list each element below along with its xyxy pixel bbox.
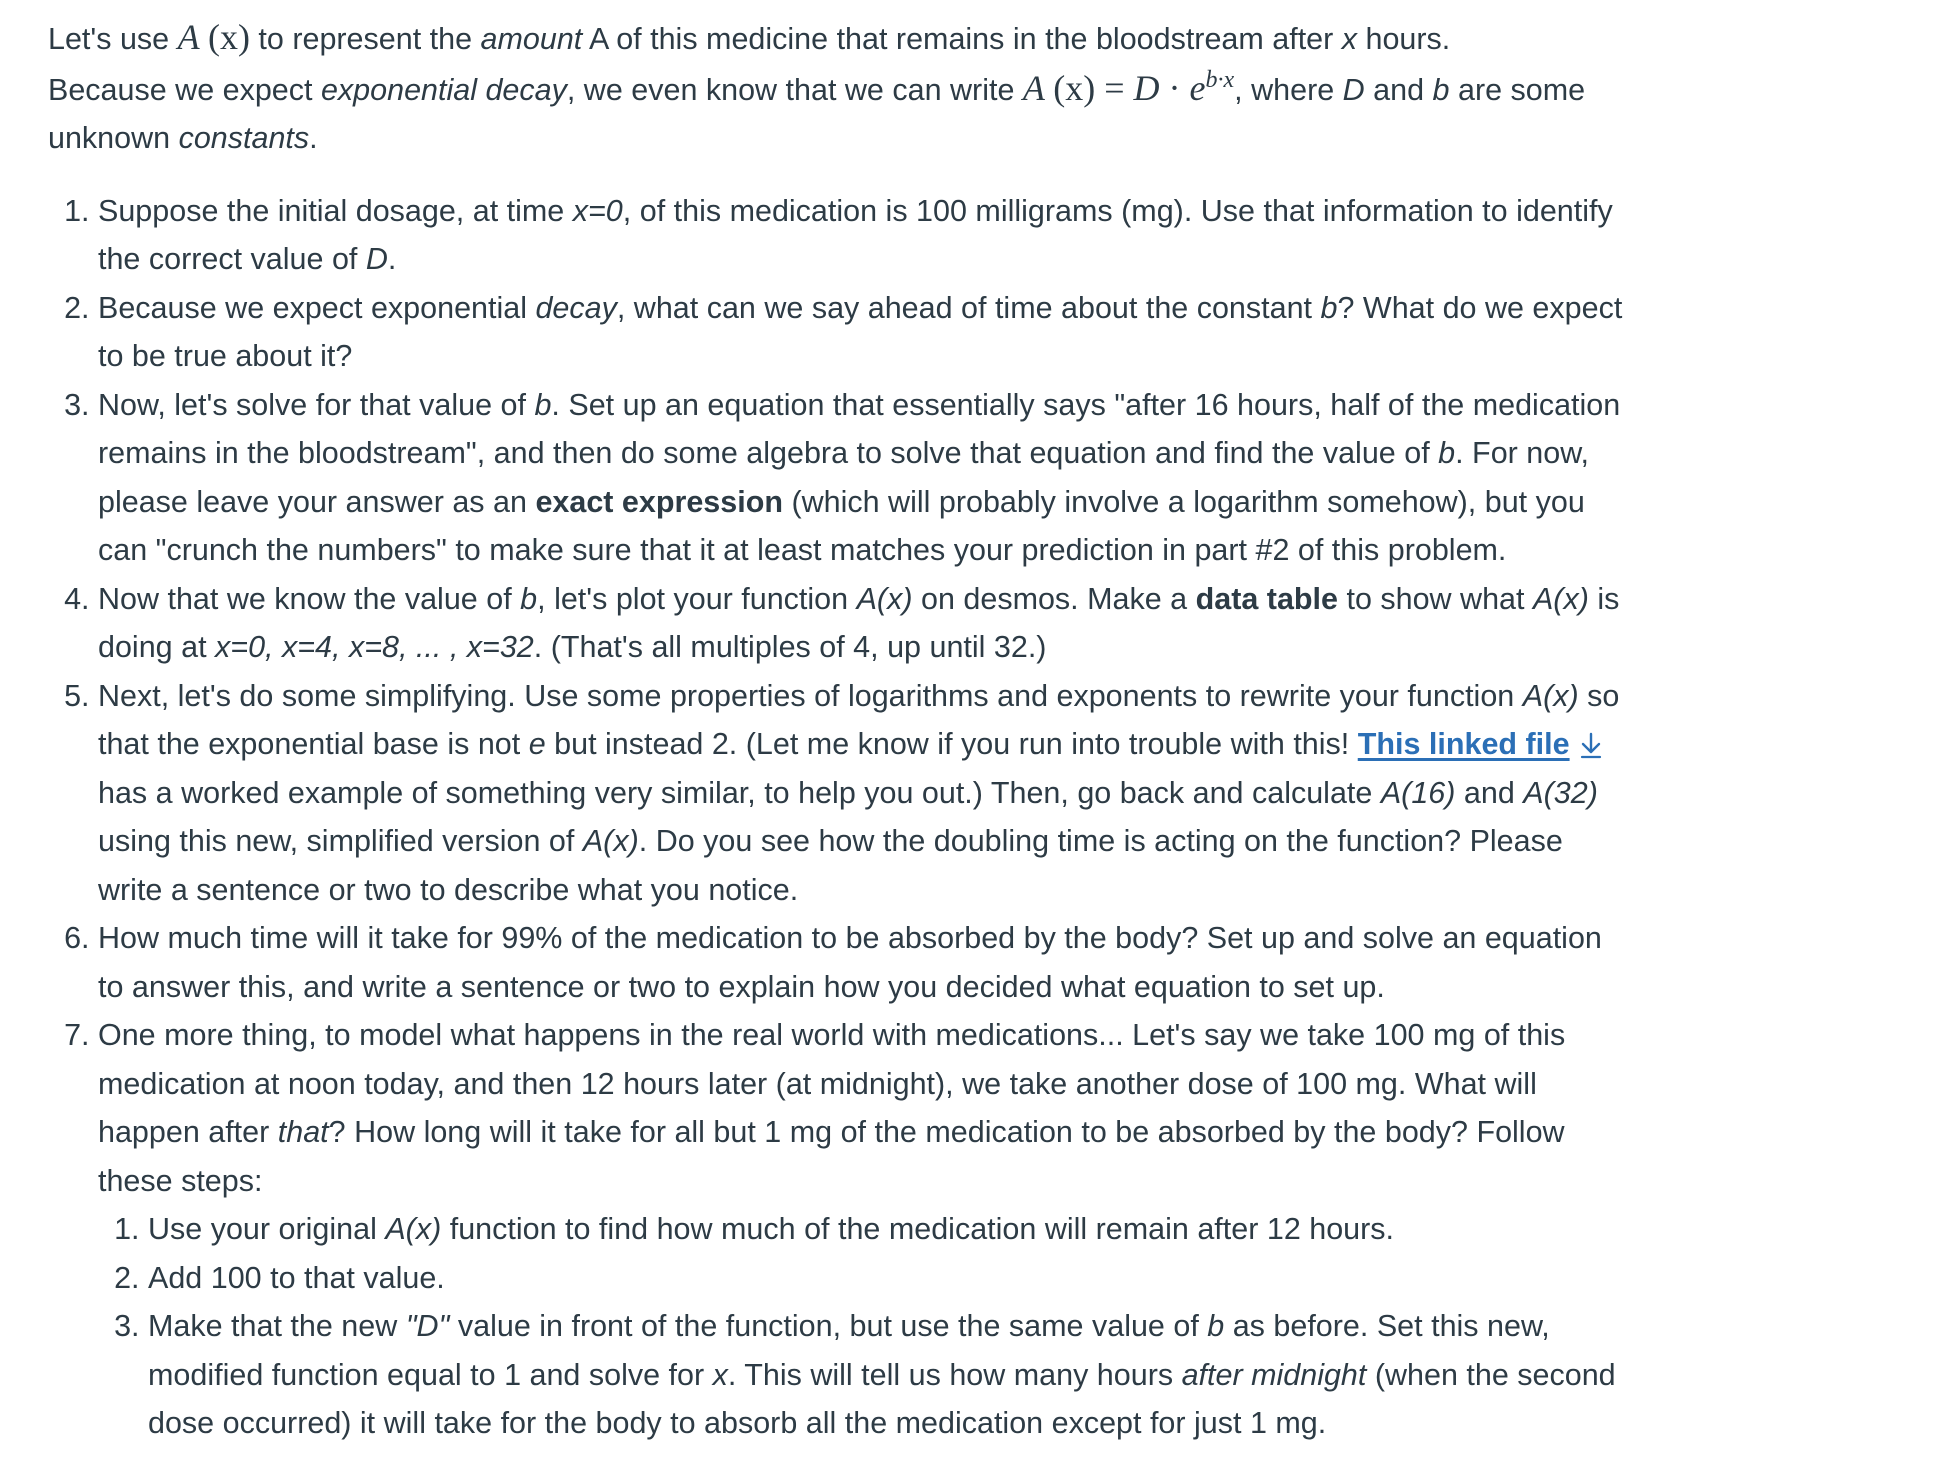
math-equals: = xyxy=(1095,67,1134,108)
question-text: . Do you see how the doubling time is acting on the function? Please write a sentence or two to describe what you notice. xyxy=(98,824,1563,907)
var-x: x xyxy=(1341,22,1358,56)
question-text: , of this medication is 100 milligrams (mg). Use that information to identify the correct value of xyxy=(98,193,1613,276)
question-text: Suppose the initial dosage, at time xyxy=(98,193,573,228)
question-item-7 xyxy=(98,1011,1628,1448)
x-values-list: x=0, x=4, x=8, ... , x=32 xyxy=(215,630,534,664)
var-b: b xyxy=(1432,72,1450,107)
step-item-2 xyxy=(148,1254,1628,1303)
question-text: ? How long will it take for all but 1 mg of the medication to be absorbed by the body? Follow these steps: xyxy=(98,1115,1565,1198)
function-A-of-x: A(x) xyxy=(1532,581,1589,616)
step-item-3 xyxy=(148,1302,1628,1448)
intro-text: , we even know that we can write xyxy=(566,72,1023,107)
step-list xyxy=(98,1205,1628,1448)
data-table-bold: data table xyxy=(1195,581,1338,616)
var-b: b xyxy=(1438,436,1456,470)
var-b: b xyxy=(1320,290,1338,325)
intro-text: to represent the xyxy=(249,22,481,56)
question-text: How much time will it take for 99% of the medication to be absorbed by the body? Set up and solve an equation to answer this, and write a sentence or two to explain how you decided what equation to set up. xyxy=(98,921,1602,1004)
question-text: to show what xyxy=(1338,581,1533,616)
step-text: Make that the new xyxy=(148,1309,406,1343)
step-text: . This will tell us how many hours xyxy=(727,1357,1182,1392)
question-list xyxy=(48,187,1628,1448)
question-text: Now that we know the value of xyxy=(98,581,521,616)
question-text: . Set up an equation that essentially says "after 16 hours, half of the medication remains in the bloodstream", and then do some algebra to solve that equation and find the value of xyxy=(98,387,1621,470)
question-text: has a worked example of something very similar, to help you out.) Then, go back and calculate xyxy=(98,775,1381,810)
function-A-of-x: A(x) xyxy=(385,1212,442,1246)
math-cdot: · xyxy=(1159,67,1190,108)
question-text: is doing at xyxy=(98,581,1620,664)
question-text: . (That's all multiples of 4, up until 32.) xyxy=(533,630,1047,664)
question-text: ? What do we expect to be true about it? xyxy=(98,290,1623,373)
intro-text: . xyxy=(309,121,318,155)
var-x0: x=0 xyxy=(572,193,623,228)
question-item-5 xyxy=(98,672,1628,915)
question-text: Because we expect exponential xyxy=(98,290,536,325)
intro-text: A of this medicine that remains in the bloodstream after xyxy=(582,22,1342,56)
constants-emphasis: constants xyxy=(178,121,310,155)
math-exponent: b·x xyxy=(1205,66,1235,93)
math-A-of-x xyxy=(178,17,250,57)
question-text: , let's plot your function xyxy=(537,581,857,616)
intro-text: , where xyxy=(1234,72,1343,107)
question-text: Now, let's solve for that value of xyxy=(98,387,535,422)
var-D-quoted: "D" xyxy=(405,1309,450,1343)
math-formula xyxy=(1023,68,1234,108)
that-emphasis: that xyxy=(277,1115,329,1149)
decay-emphasis: decay xyxy=(535,290,617,325)
var-b: b xyxy=(1207,1309,1225,1343)
step-text: value in front of the function, but use the same value of xyxy=(449,1309,1208,1343)
var-D: D xyxy=(1342,72,1365,107)
math-paren-x: (x) xyxy=(1053,67,1096,108)
question-text: on desmos. Make a xyxy=(912,581,1196,616)
var-x: x xyxy=(712,1357,728,1392)
question-text: using this new, simplified version of xyxy=(98,824,583,858)
function-A-of-x: A(x) xyxy=(1522,678,1579,713)
download-arrow-icon[interactable] xyxy=(1578,725,1604,753)
step-text: Use your original xyxy=(148,1212,386,1246)
step-item-1 xyxy=(148,1205,1628,1254)
question-text: , what can we say ahead of time about the constant xyxy=(616,290,1321,325)
question-text: and xyxy=(1455,775,1524,810)
math-e: e xyxy=(1189,67,1206,108)
question-item-2 xyxy=(98,284,1628,381)
exact-expression-bold: exact expression xyxy=(535,484,783,519)
question-item-4 xyxy=(98,575,1628,672)
var-D: D xyxy=(365,242,388,276)
exponential-decay-emphasis: exponential decay xyxy=(320,72,567,107)
question-text: . xyxy=(387,242,397,276)
question-text: One more thing, to model what happens in the real world with medications... Let's say we take 100 mg of this medication at noon today, and then 12 hours later (at midnight), we take another dose of 100 mg. What will happen after xyxy=(98,1018,1566,1149)
intro-paragraph xyxy=(48,13,1628,163)
math-paren-x: (x) xyxy=(207,17,250,57)
var-b: b xyxy=(534,387,552,422)
question-text: but instead 2. (Let me know if you run into trouble with this! xyxy=(545,727,1358,761)
math-A: A xyxy=(177,17,199,57)
assignment-content xyxy=(48,13,1628,1448)
step-text: function to find how much of the medication will remain after 12 hours. xyxy=(441,1212,1395,1246)
step-text: as before. Set this new, modified function equal to 1 and solve for xyxy=(148,1309,1550,1392)
step-text: (when the second dose occurred) it will take for the body to absorb all the medication except for just 1 mg. xyxy=(148,1357,1616,1440)
step-text: Add 100 to that value. xyxy=(148,1260,445,1295)
question-text: . For now, please leave your answer as an xyxy=(98,436,1590,519)
question-text: (which will probably involve a logarithm somehow), but you can "crunch the numbers" to make sure that it at least matches your prediction in part #2 of this problem. xyxy=(98,484,1585,567)
var-b: b xyxy=(520,581,538,616)
linked-file-link[interactable]: This linked file xyxy=(1357,727,1570,761)
after-midnight-emphasis: after midnight xyxy=(1181,1357,1367,1392)
function-A-of-x: A(x) xyxy=(856,581,913,616)
math-D: D xyxy=(1133,67,1160,108)
question-item-3 xyxy=(98,381,1628,575)
question-text: Next, let's do some simplifying. Use some properties of logarithms and exponents to rewrite your function xyxy=(98,678,1523,713)
intro-text: hours. xyxy=(1357,22,1451,56)
var-e: e xyxy=(528,727,546,761)
question-item-6 xyxy=(98,914,1628,1011)
math-A: A xyxy=(1022,67,1045,108)
function-A-32: A(32) xyxy=(1523,775,1598,810)
question-item-1 xyxy=(98,187,1628,284)
question-text: so that the exponential base is not xyxy=(98,678,1620,761)
amount-emphasis: amount xyxy=(480,22,583,56)
intro-text: and xyxy=(1364,72,1433,107)
function-A-16: A(16) xyxy=(1380,775,1456,810)
function-A-of-x: A(x) xyxy=(582,824,639,858)
intro-text: Let's use xyxy=(48,22,178,56)
intro-text: are some unknown xyxy=(48,72,1586,155)
intro-text: Because we expect xyxy=(48,72,321,107)
